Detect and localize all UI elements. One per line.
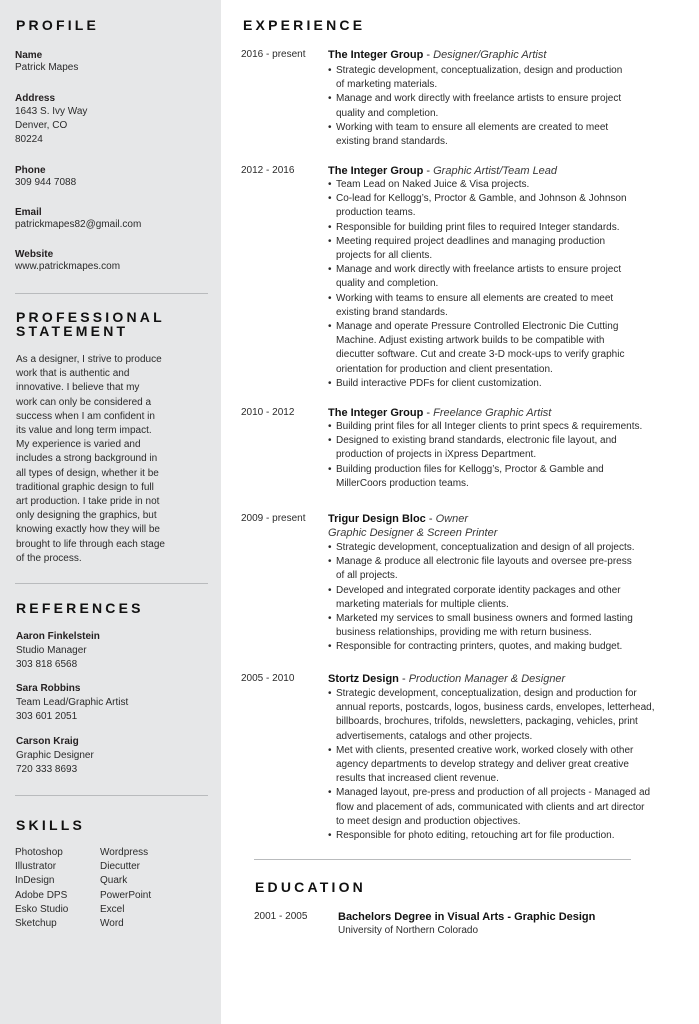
- reference-phone: 303 818 6568: [16, 659, 78, 670]
- bullet-line: production teams.: [336, 207, 416, 219]
- bullet-line: • Building production files for Kellogg’s, Proctor & Gamble and: [336, 463, 604, 475]
- bullet-line: • Developed and integrated corporate identity packages and other: [336, 584, 621, 596]
- bullet-item: [328, 463, 642, 491]
- skill-item: Esko Studio: [15, 903, 69, 915]
- skill-item: Excel: [100, 903, 125, 915]
- phone-label: Phone: [15, 165, 46, 176]
- skill-item: InDesign: [15, 875, 55, 887]
- address-line: 80224: [15, 134, 43, 145]
- skill-item: Word: [100, 918, 124, 930]
- job-role: Graphic Artist/Team Lead: [433, 165, 558, 177]
- bullet-line: annual reports, postcards, logos, business cards, envelopes, letterhead,: [336, 702, 655, 714]
- bullet-line: • Team Lead on Naked Juice & Visa projects.: [336, 179, 530, 190]
- bullet-line: existing brand standards.: [336, 136, 448, 148]
- job-dates: 2005 - 2010: [241, 673, 295, 684]
- bullet-line: • Strategic development, conceptualization and design of all projects.: [336, 542, 635, 553]
- bullet-line: advertisements, catalogs and other projects.: [336, 730, 533, 742]
- phone-value: 309 944 7088: [15, 177, 77, 188]
- bullet-line: • Responsible for photo editing, retouching art for file production.: [336, 830, 615, 842]
- statement-line: of the process.: [16, 552, 82, 564]
- statement-line: traditional graphic design to full: [16, 481, 154, 493]
- skill-item: Adobe DPS: [15, 889, 68, 901]
- bullet-item: [328, 377, 627, 391]
- bullet-item: [328, 541, 635, 555]
- bullet-line: • Strategic development, conceptualization, design and production for: [336, 688, 637, 699]
- reference-phone: 720 333 8693: [16, 764, 78, 775]
- bullet-item: [328, 64, 622, 92]
- reference-phone: 303 601 2051: [16, 711, 78, 722]
- statement-line: art production. I take pride in not: [16, 496, 160, 508]
- skill-item: Quark: [100, 875, 128, 887]
- bullet-line: • Building print files for all Integer clients to print specs & requirements.: [336, 421, 643, 432]
- job-header: The Integer Group - Graphic Artist/Team Lead: [328, 165, 558, 177]
- bullet-line: • Strategic development, conceptualization, design and production: [336, 65, 623, 76]
- bullet-line: • Managed layout, pre-press and production of all projects - Managed ad: [336, 787, 651, 799]
- bullet-line: • Manage & produce all electronic file layouts and oversee pre-press: [336, 556, 632, 568]
- job-company: Stortz Design: [328, 673, 399, 685]
- skills-column-2: [100, 846, 151, 931]
- bullet-line: business relationships, providing me with return business.: [336, 627, 592, 639]
- bullet-line: • Co-lead for Kellogg’s, Proctor & Gamble, and Johnson & Johnson: [336, 193, 627, 205]
- bullet-item: [328, 192, 627, 220]
- bullet-line: Machine. Adjust existing artwork builds to be compatible with: [336, 335, 605, 347]
- email-link[interactable]: patrickmapes82@gmail.com: [15, 219, 142, 230]
- education-school: University of Northern Colorado: [338, 925, 479, 936]
- job-bullets: [328, 541, 635, 655]
- bullet-item: [328, 292, 627, 320]
- email-label: Email: [15, 207, 42, 218]
- job-bullets: [328, 420, 642, 491]
- bullet-line: orientation for production and client presentation.: [336, 363, 553, 375]
- skills-heading: SKILLS: [16, 817, 85, 833]
- education-heading: EDUCATION: [255, 879, 366, 895]
- bullet-item: [328, 640, 635, 654]
- references-heading: REFERENCES: [16, 600, 144, 616]
- main-content: [221, 0, 699, 1024]
- statement-line: brought to life through each stage: [16, 538, 165, 550]
- divider: [254, 859, 631, 860]
- education-degree: [338, 910, 595, 924]
- statement-line: includes a strong background in: [16, 453, 158, 465]
- bullet-item: [328, 263, 627, 291]
- statement-line: work can only be considered a: [16, 396, 152, 408]
- statement-line: My experience is varied and: [16, 439, 141, 451]
- reference-name: Carson Kraig: [16, 736, 79, 747]
- job-company: The Integer Group: [328, 407, 424, 419]
- job-header: The Integer Group - Designer/Graphic Artist: [328, 49, 547, 61]
- bullet-line: projects for all clients.: [336, 250, 433, 262]
- bullet-item: [328, 829, 698, 843]
- statement-line: its value and long term impact.: [16, 425, 152, 437]
- address-line: 1643 S. Ivy Way: [15, 106, 88, 117]
- experience-heading: EXPERIENCE: [243, 17, 366, 33]
- job-company: The Integer Group: [328, 49, 424, 61]
- reference-role: Graphic Designer: [16, 750, 94, 761]
- bullet-line: • Marketed my services to small business owners and formed lasting: [336, 613, 633, 625]
- bullet-item: [328, 235, 627, 263]
- job-role: Production Manager & Designer: [408, 673, 566, 685]
- bullet-line: MillerCoors production teams.: [336, 477, 469, 489]
- bullet-line: agency departments to develop strategy and deliver great creative: [336, 759, 629, 771]
- bullet-item: [328, 687, 698, 744]
- bullet-line: • Manage and work directly with freelance artists to ensure project: [336, 264, 622, 276]
- bullet-line: quality and completion.: [336, 107, 439, 119]
- bullet-line: to meet design and production objectives.: [336, 815, 521, 827]
- job-header: Trigur Design Bloc - Owner: [328, 513, 468, 525]
- address-line: Denver, CO: [15, 120, 68, 131]
- sidebar: [0, 0, 221, 1024]
- bullet-line: of all projects.: [336, 570, 398, 582]
- bullet-line: quality and completion.: [336, 278, 439, 290]
- skill-item: PowerPoint: [100, 889, 152, 901]
- skill-item: Diecutter: [100, 861, 141, 873]
- skills-column-1: [15, 846, 68, 931]
- website-label: Website: [15, 249, 54, 260]
- skill-item: Sketchup: [15, 918, 57, 930]
- bullet-line: results that increased client revenue.: [336, 773, 499, 785]
- reference-name: Aaron Finkelstein: [16, 631, 100, 642]
- job-role: Owner: [435, 513, 468, 525]
- statement-heading-line: STATEMENT: [16, 323, 129, 339]
- bullet-item: [328, 221, 627, 235]
- divider: [15, 795, 208, 796]
- job-header: Stortz Design - Production Manager & Designer: [328, 673, 566, 685]
- bullet-line: of marketing materials.: [336, 79, 438, 91]
- website-link[interactable]: www.patrickmapes.com: [15, 261, 121, 272]
- job-dates: 2016 - present: [241, 49, 306, 60]
- statement-line: work that is authentic and: [16, 368, 130, 380]
- bullet-item: [328, 612, 635, 640]
- statement-text: [16, 353, 165, 566]
- address-label: Address: [15, 93, 56, 104]
- job-subtitle: Graphic Designer & Screen Printer: [328, 527, 498, 539]
- bullet-line: • Met with clients, presented creative work, worked closely with other: [336, 744, 634, 756]
- bullet-line: • Working with teams to ensure all elements are created to meet: [336, 292, 614, 304]
- bullet-line: • Manage and operate Pressure Controlled Electronic Die Cutting: [336, 321, 619, 333]
- bullet-item: [328, 92, 622, 120]
- bullet-line: • Manage and work directly with freelance artists to ensure project: [336, 93, 622, 105]
- bullet-item: [328, 786, 698, 829]
- name-label: Name: [15, 50, 43, 61]
- bullet-line: • Working with team to ensure all elements are created to meet: [336, 121, 609, 133]
- bullet-item: [328, 434, 642, 462]
- job-header: The Integer Group - Freelance Graphic Artist: [328, 407, 552, 419]
- reference-role: Studio Manager: [16, 645, 87, 656]
- bullet-line: • Meeting required project deadlines and managing production: [336, 235, 606, 247]
- skill-item: Illustrator: [15, 861, 57, 873]
- bullet-item: [328, 121, 622, 149]
- bullet-line: existing brand standards.: [336, 306, 448, 318]
- profile-heading: PROFILE: [16, 17, 100, 33]
- skill-item: Photoshop: [15, 847, 63, 858]
- job-dates: 2010 - 2012: [241, 407, 295, 418]
- degree-title: Bachelors Degree in Visual Arts - Graphic Design: [338, 911, 596, 923]
- education-dates: 2001 - 2005: [254, 911, 308, 922]
- statement-line: all types of design, whether it be: [16, 467, 159, 479]
- bullet-item: [328, 584, 635, 612]
- job-dates: 2012 - 2016: [241, 165, 295, 176]
- bullet-item: [328, 555, 635, 583]
- bullet-line: • Build interactive PDFs for client customization.: [336, 377, 542, 389]
- bullet-item: [328, 320, 627, 377]
- bullet-line: flow and placement of ads, communicated with clients and art director: [336, 801, 645, 813]
- bullet-item: [328, 178, 627, 192]
- reference-name: Sara Robbins: [16, 683, 81, 694]
- bullet-line: marketing materials for multiple clients.: [336, 598, 509, 610]
- statement-line: innovative. I believe that my: [16, 382, 140, 394]
- bullet-line: • Designed to existing brand standards, electronic file layout, and: [336, 435, 617, 447]
- job-company: Trigur Design Bloc: [328, 513, 426, 525]
- statement-heading-line: PROFESSIONAL: [16, 309, 165, 325]
- bullet-line: • Responsible for building print files to required Integer standards.: [336, 221, 620, 233]
- statement-line: knowing exactly how they will be: [16, 524, 160, 536]
- statement-line: As a designer, I strive to produce: [16, 354, 162, 365]
- bullet-item: [328, 420, 642, 434]
- job-company: The Integer Group: [328, 165, 424, 177]
- statement-line: success when I am confident in: [16, 410, 155, 422]
- job-role: Designer/Graphic Artist: [433, 49, 547, 61]
- job-bullets: [328, 687, 698, 843]
- bullet-line: production of projects in iXpress Department.: [336, 449, 537, 461]
- job-role: Freelance Graphic Artist: [433, 407, 552, 419]
- job-dates: 2009 - present: [241, 513, 306, 524]
- name-value: Patrick Mapes: [15, 62, 79, 73]
- divider: [15, 583, 208, 584]
- bullet-item: [328, 744, 698, 787]
- skill-item: Wordpress: [100, 847, 149, 858]
- bullet-line: billboards, brochures, trifolds, newsletters, packaging, vehicles, print: [336, 716, 638, 728]
- bullet-line: • Responsible for contracting printers, quotes, and making budget.: [336, 641, 623, 653]
- job-bullets: [328, 64, 622, 149]
- divider: [15, 293, 208, 294]
- bullet-line: diecutter software. Cut and create 3-D mock-ups to verify graphic: [336, 349, 625, 361]
- job-bullets: [328, 178, 627, 391]
- statement-line: only designing the graphics, but: [16, 510, 157, 522]
- reference-role: Team Lead/Graphic Artist: [16, 697, 129, 708]
